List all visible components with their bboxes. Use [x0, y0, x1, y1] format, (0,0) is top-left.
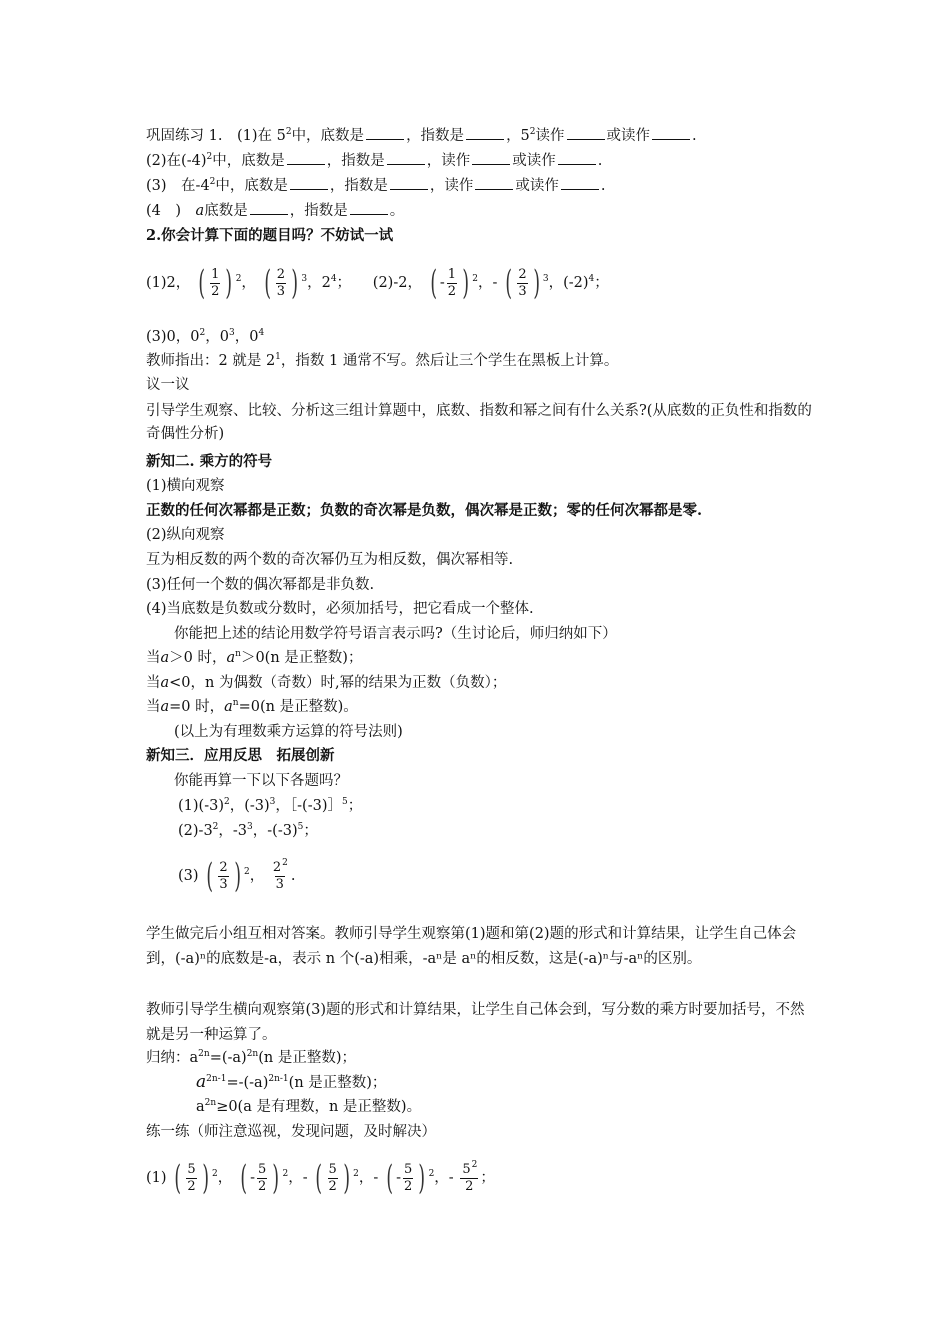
- text: (n 是正整数)；: [258, 1050, 356, 1066]
- minus-sign: -: [439, 275, 445, 291]
- text: =0 时，: [169, 699, 225, 715]
- numerator: [271, 857, 289, 876]
- text: (n 是正整数)；: [288, 1075, 387, 1091]
- text: 你能把上述的结论用数学符号语言表示吗?（生讨论后，师归纳如下）: [174, 626, 617, 642]
- text: ，-: [478, 275, 498, 291]
- denominator: 2: [257, 1178, 267, 1194]
- fraction-paren: ( $\frac{2}{3}$ ): [206, 856, 241, 896]
- calc-group-3: [146, 327, 264, 347]
- numerator: [460, 1159, 478, 1179]
- exponent: 2: [285, 127, 292, 137]
- summary-1: [146, 1048, 356, 1068]
- text: ，指数是: [329, 178, 388, 194]
- exercise-1-line: [146, 126, 697, 146]
- answer-blank[interactable]: [390, 177, 428, 190]
- text: (1)(-3): [178, 798, 224, 814]
- text: ，-3: [218, 823, 248, 839]
- numerator: 1: [447, 266, 457, 282]
- variable: a: [160, 699, 170, 715]
- exponent: 2: [282, 857, 288, 868]
- text: 2: [272, 859, 282, 875]
- denominator: 2: [211, 283, 220, 299]
- text: (2)-3: [178, 823, 213, 839]
- text: (1): [146, 1170, 167, 1186]
- answer-blank[interactable]: [652, 127, 690, 140]
- summary-3: [196, 1097, 421, 1117]
- exponent: n: [232, 698, 239, 708]
- practice-2: [178, 821, 318, 841]
- exponent: 5: [297, 822, 304, 832]
- text: a: [196, 1099, 205, 1115]
- text: ＞0(n 是正整数)；: [240, 650, 363, 666]
- text: (3)0，0: [146, 329, 200, 345]
- minus-sign: -: [396, 1170, 402, 1186]
- text: 读作: [535, 128, 565, 144]
- question-heading: 2.你会计算下面的题目吗？不妨试一试: [146, 227, 394, 244]
- text: ；: [594, 275, 609, 291]
- text: ，-: [288, 1170, 308, 1186]
- exponent: 2: [223, 797, 230, 807]
- text: .: [290, 868, 296, 884]
- text: =(-a): [209, 1050, 247, 1066]
- exponent: 2: [243, 867, 250, 877]
- answer-blank[interactable]: [561, 177, 599, 190]
- text: ；: [480, 1170, 495, 1186]
- variable: a: [195, 203, 205, 219]
- practice-fractions: [146, 1158, 495, 1198]
- text: ，指数是: [326, 153, 385, 169]
- variable: a: [226, 650, 236, 666]
- exponent: 2n-1: [268, 1074, 289, 1084]
- answer-blank[interactable]: [250, 202, 288, 215]
- exponent: 2: [235, 274, 242, 284]
- sign-rule-zero: [146, 697, 358, 717]
- practice-heading: 练一练（师注意巡视，发现问题，及时解决）: [146, 1124, 436, 1140]
- numerator: 5: [257, 1161, 267, 1177]
- exponent: 5: [342, 797, 348, 807]
- text: ，5: [506, 128, 530, 144]
- text: (2)纵向观察: [146, 527, 225, 543]
- sign-rule-positive: [146, 648, 362, 668]
- explanation-paragraph: 教师引导学生横向观察第(3)题的形式和计算结果，让学生自己体会到，写分数的乘方时要加括号，不然就是另一种运算了。: [146, 1002, 805, 1043]
- exercise-2-line: [146, 151, 602, 171]
- text: 你能再算一下以下各题吗？: [174, 773, 348, 789]
- text: ； (2)-2，: [336, 275, 422, 291]
- exponent: 2: [206, 152, 213, 162]
- text: 中，底数是: [215, 178, 288, 194]
- text: 5: [462, 1161, 471, 1177]
- text: 巩固练习 1. (1)在 5: [146, 128, 286, 144]
- exponent: 3: [228, 328, 235, 338]
- text: ，: [217, 1170, 233, 1186]
- answer-blank[interactable]: [290, 177, 328, 190]
- text: (1)横向观察: [146, 478, 225, 494]
- numerator: 2: [219, 859, 228, 875]
- exercise-3-line: [146, 176, 606, 196]
- text: (3): [178, 868, 199, 884]
- exponent: n: [235, 649, 241, 659]
- exponent: 1: [275, 352, 281, 362]
- teacher-note: [146, 351, 618, 371]
- text: ，［-(-3)］: [275, 798, 342, 814]
- exponent: 2n: [198, 1049, 210, 1059]
- numerator: 5: [328, 1161, 337, 1177]
- text: 中，底数是: [212, 153, 285, 169]
- text: ；: [347, 798, 363, 814]
- text: (以上为有理数乘方运算的符号法则): [174, 724, 403, 740]
- text: .: [597, 153, 603, 169]
- exponent: 2n: [246, 1049, 259, 1059]
- text: 当: [146, 699, 161, 715]
- answer-blank[interactable]: [350, 202, 388, 215]
- fraction-paren: ( - $\frac{1}{2}$ ): [429, 263, 469, 303]
- text: (4)当底数是负数或分数时，必须加括号，把它看成一个整体.: [146, 601, 534, 617]
- answer-blank[interactable]: [567, 127, 605, 140]
- denominator: 3: [219, 876, 228, 892]
- text: ，-(-3): [252, 823, 298, 839]
- sign-rule-negative: [146, 673, 506, 693]
- calc-group-1-2: [146, 263, 609, 303]
- exponent: 3: [269, 797, 276, 807]
- text: ，-: [358, 1170, 379, 1186]
- text: 互为相反数的两个数的奇次幂仍互为相反数，偶次幂相等.: [146, 552, 514, 568]
- exponent: 3: [542, 274, 549, 284]
- text: ，0: [234, 329, 259, 345]
- text: ，-: [434, 1170, 454, 1186]
- text: 当: [146, 675, 161, 691]
- denominator: 2: [187, 1178, 196, 1194]
- text: =-(-a): [226, 1075, 269, 1091]
- denominator: 2: [447, 283, 457, 299]
- text: 归纳：a: [146, 1050, 199, 1066]
- variable: a: [224, 699, 233, 715]
- text: 。: [389, 203, 405, 219]
- text: ，指数是: [289, 203, 348, 219]
- section-heading: 新知二. 乘方的符号: [146, 453, 273, 470]
- practice-1: [178, 796, 362, 816]
- denominator: 3: [275, 876, 284, 892]
- answer-blank[interactable]: [558, 152, 596, 165]
- exponent: 4: [330, 274, 337, 284]
- answer-blank[interactable]: [475, 177, 513, 190]
- variable: a: [196, 1072, 207, 1092]
- exponent: 2: [212, 822, 219, 832]
- text: <0，n 为偶数（奇数）时,幂的结果为正数（负数）；: [169, 675, 507, 691]
- text: ，读作: [429, 178, 474, 194]
- text: ，指数 1 通常不写。然后让三个学生在黑板上计算。: [280, 353, 619, 369]
- answer-blank[interactable]: [366, 127, 404, 140]
- text: 当: [146, 650, 161, 666]
- text: .: [600, 178, 606, 194]
- exponent: 2: [209, 177, 216, 187]
- exponent: 3: [247, 822, 253, 832]
- text: (3) 在-4: [146, 178, 210, 194]
- answer-blank[interactable]: [387, 152, 425, 165]
- summary-2: [196, 1072, 386, 1093]
- minus-sign: -: [250, 1170, 255, 1186]
- denominator: 3: [518, 283, 527, 299]
- text: ≥0(a 是有理数，n 是正整数)。: [216, 1099, 422, 1115]
- text: 底数是: [204, 203, 248, 219]
- text: ，: [249, 868, 265, 884]
- denominator: 2: [404, 1178, 413, 1194]
- exponent: 3: [301, 274, 308, 284]
- exponent: 2: [428, 1169, 435, 1179]
- text: ，读作: [426, 153, 471, 169]
- fraction-paren: ( $\frac{1}{2}$ ): [198, 263, 233, 303]
- text: 或读作: [515, 178, 559, 194]
- text: 教师指出：2 就是 2: [146, 353, 276, 369]
- fraction-paren: ( $\frac{2}{3}$ ): [505, 263, 540, 303]
- numerator: 5: [404, 1161, 413, 1177]
- fraction-paren: ( $\frac{2}{3}$ ): [263, 263, 299, 303]
- denominator: 2: [465, 1178, 474, 1194]
- denominator: 2: [328, 1178, 337, 1194]
- text: 或读作: [512, 153, 556, 169]
- exponent: 2: [211, 1169, 218, 1179]
- text: 中，底数是: [291, 128, 365, 144]
- text: ，指数是: [406, 128, 465, 144]
- text: ，2: [307, 275, 331, 291]
- denominator: 3: [276, 283, 286, 299]
- text: ；: [303, 823, 318, 839]
- numerator: 2: [276, 266, 286, 282]
- exercise-4-line: [146, 201, 404, 221]
- fraction: [460, 1159, 478, 1195]
- text: ＞0 时，: [169, 650, 227, 666]
- variable: a: [160, 675, 170, 691]
- practice-3: [178, 856, 295, 896]
- fraction-paren: ( $\frac{5}{2}$ ): [315, 1158, 350, 1198]
- discuss-heading: 议一议: [146, 377, 190, 393]
- section-heading: 新知三．应用反思 拓展创新: [146, 747, 335, 764]
- exponent: 4: [588, 274, 595, 284]
- fraction-paren: ( - $\frac{5}{2}$ ): [240, 1158, 280, 1198]
- text: .: [692, 128, 697, 144]
- exponent: 2: [471, 1159, 478, 1170]
- rule-text: 正数的任何次幂都是正数；负数的奇次幂是负数，偶次幂是正数；零的任何次幂都是零.: [146, 502, 703, 519]
- answer-blank[interactable]: [287, 152, 325, 165]
- answer-blank[interactable]: [472, 152, 510, 165]
- text: ，(-2): [548, 275, 589, 291]
- answer-blank[interactable]: [466, 127, 504, 140]
- exponent: 4: [258, 328, 265, 338]
- text: (3)任何一个数的偶次幂都是非负数.: [146, 577, 375, 593]
- text: 或读作: [606, 128, 651, 144]
- explanation-paragraph: 学生做完后小组互相对答案。教师引导学生观察第(1)题和第(2)题的形式和计算结果，让学生自己体会到，(-a)ⁿ的底数是-a，表示 n 个(-a)相乘，-aⁿ是 aⁿ的相反数，这是(-a)ⁿ与-aⁿ的区别。: [146, 926, 797, 967]
- text: ，: [241, 275, 256, 291]
- exponent: 2: [472, 274, 479, 284]
- discuss-paragraph: 引导学生观察、比较、分析这三组计算题中，底数、指数和幂之间有什么关系?(从底数的正负性和指数的奇偶性分析): [146, 403, 812, 442]
- text: ，(-3): [229, 798, 270, 814]
- exponent: 2: [529, 127, 536, 137]
- text: ，0: [205, 329, 229, 345]
- variable: a: [160, 650, 170, 666]
- fraction-paren: ( $\frac{5}{2}$ ): [174, 1158, 209, 1198]
- text: (2)在(-4): [146, 153, 207, 169]
- fraction-paren: ( - $\frac{5}{2}$ ): [386, 1158, 426, 1198]
- text: (1)2，: [146, 275, 191, 291]
- text: (4 ): [146, 203, 196, 219]
- exponent: 2n-1: [206, 1074, 227, 1084]
- numerator: 1: [211, 266, 220, 282]
- text: =0(n 是正整数)。: [238, 699, 358, 715]
- fraction: [271, 857, 289, 893]
- exponent: 2: [199, 328, 206, 338]
- exponent: 2: [353, 1169, 359, 1179]
- numerator: 2: [518, 266, 527, 282]
- exponent: 2n: [204, 1098, 217, 1108]
- exponent: 2: [282, 1169, 289, 1179]
- numerator: 5: [187, 1161, 196, 1177]
